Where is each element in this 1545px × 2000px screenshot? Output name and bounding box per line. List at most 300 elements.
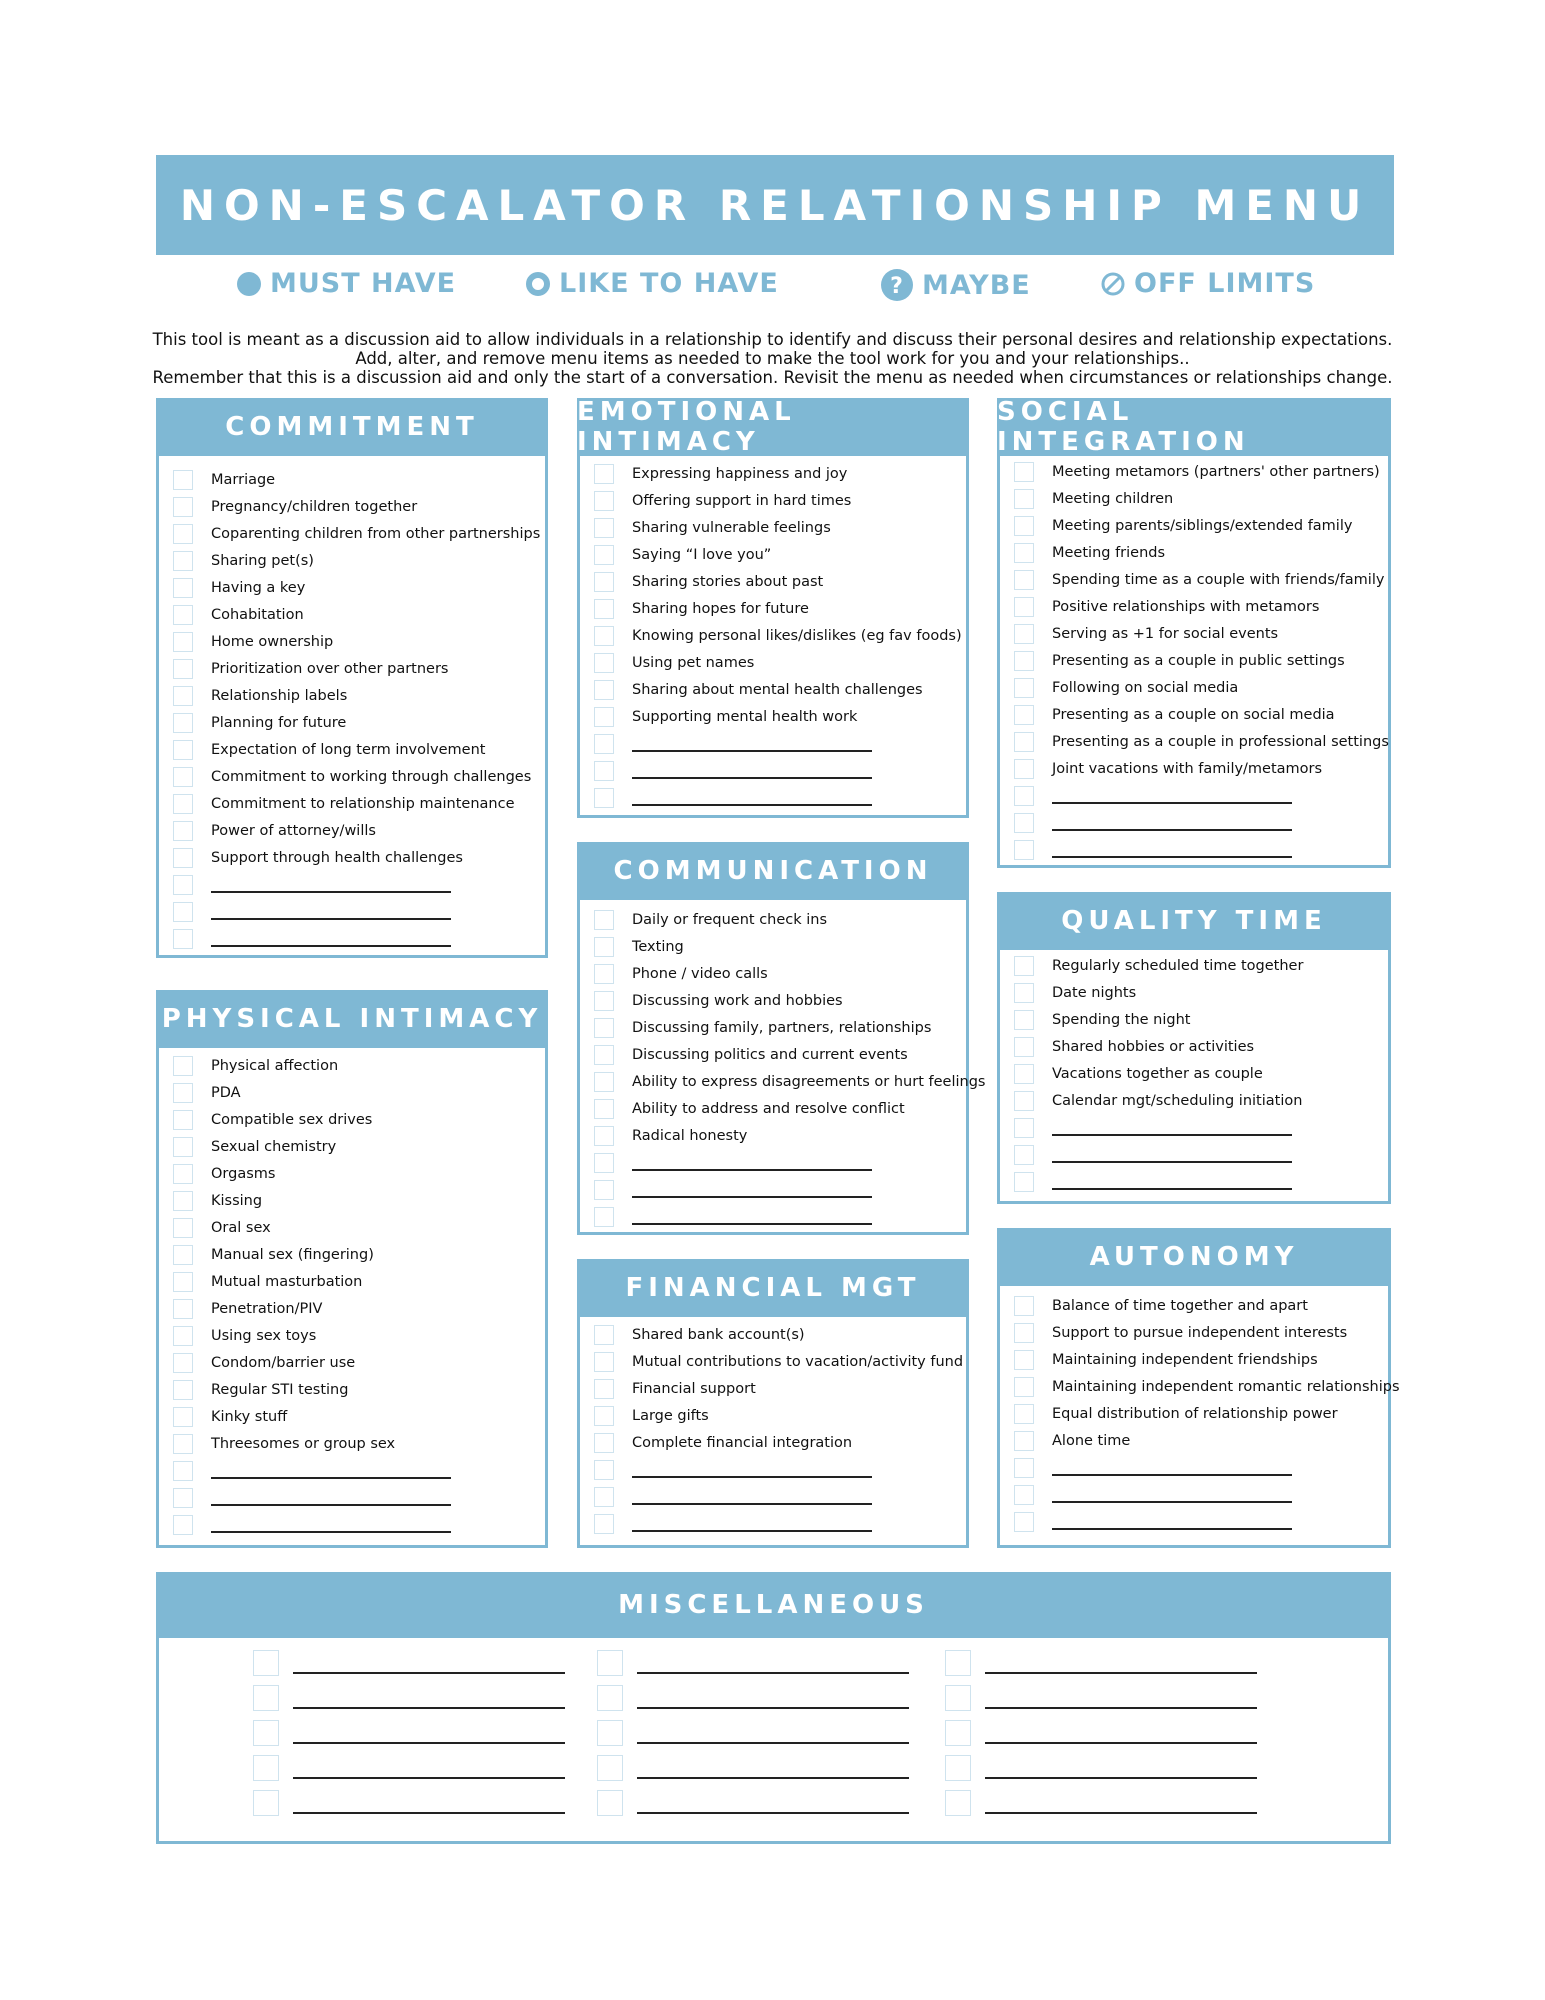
checklist-item	[594, 1095, 966, 1122]
checklist-item	[1014, 1373, 1400, 1400]
checkbox[interactable]	[1014, 678, 1034, 698]
checkbox[interactable]	[253, 1650, 279, 1676]
blank-item	[594, 1176, 966, 1203]
checkbox[interactable]	[1014, 840, 1034, 860]
write-in-line[interactable]	[985, 1757, 1257, 1779]
checkbox[interactable]	[173, 1218, 193, 1238]
item-label: Regularly scheduled time together	[1052, 957, 1304, 974]
intro-line: Add, alter, and remove menu items as needed to make the tool work for you and your relationships..	[355, 349, 1190, 368]
item-label: Kissing	[211, 1192, 263, 1209]
checkbox[interactable]	[173, 524, 193, 544]
item-label: Daily or frequent check ins	[632, 911, 828, 928]
checkbox[interactable]	[1014, 516, 1034, 536]
section-title: AUTONOMY	[997, 1228, 1391, 1286]
item-label: Maintaining independent romantic relationships	[1052, 1378, 1400, 1395]
prohibited-circle-icon	[1100, 271, 1126, 297]
checkbox[interactable]	[594, 1045, 614, 1065]
checkbox[interactable]	[594, 1207, 614, 1227]
checkbox[interactable]	[594, 707, 614, 727]
section-autonomy	[997, 1228, 1400, 1548]
checkbox[interactable]	[1014, 1010, 1034, 1030]
item-label: Expectation of long term involvement	[211, 741, 486, 758]
checkbox[interactable]	[1014, 1431, 1034, 1451]
checkbox[interactable]	[594, 1180, 614, 1200]
write-in-line[interactable]	[632, 1489, 872, 1505]
item-label: Vacations together as couple	[1052, 1065, 1263, 1082]
write-in-line[interactable]	[211, 904, 451, 920]
checklist-item	[594, 1321, 966, 1348]
write-in-line[interactable]	[985, 1792, 1257, 1814]
checkbox[interactable]	[173, 1191, 193, 1211]
checkbox[interactable]	[594, 572, 614, 592]
checkbox[interactable]	[173, 497, 193, 517]
write-in-line[interactable]	[211, 1517, 451, 1533]
blank-item	[1014, 782, 1388, 809]
blank-item	[597, 1750, 909, 1785]
blank-item	[1014, 836, 1388, 863]
checkbox[interactable]	[594, 761, 614, 781]
checkbox[interactable]	[173, 659, 193, 679]
checkbox[interactable]	[1014, 956, 1034, 976]
write-in-line[interactable]	[637, 1687, 909, 1709]
checklist-item	[594, 1429, 966, 1456]
checkbox[interactable]	[594, 1018, 614, 1038]
item-label: Threesomes or group sex	[211, 1435, 396, 1452]
write-in-line[interactable]	[293, 1792, 565, 1814]
checklist-item	[1014, 701, 1388, 728]
checkbox[interactable]	[597, 1720, 623, 1746]
checkbox[interactable]	[253, 1685, 279, 1711]
checkbox[interactable]	[594, 1487, 614, 1507]
checkbox[interactable]	[1014, 1091, 1034, 1111]
checkbox[interactable]	[1014, 813, 1034, 833]
checklist-item	[594, 933, 966, 960]
checkbox[interactable]	[253, 1720, 279, 1746]
checklist-item	[173, 601, 545, 628]
write-in-line[interactable]	[211, 1463, 451, 1479]
item-label: Pregnancy/children together	[211, 498, 418, 515]
checklist-item	[1014, 728, 1388, 755]
section-title: COMMUNICATION	[577, 842, 969, 900]
checkbox[interactable]	[594, 1406, 614, 1426]
item-label: Sharing stories about past	[632, 573, 824, 590]
checklist-item	[594, 960, 966, 987]
item-label: Ability to express disagreements or hurt feelings	[632, 1073, 986, 1090]
write-in-line[interactable]	[1052, 1514, 1292, 1530]
write-in-line[interactable]	[632, 1182, 872, 1198]
checkbox[interactable]	[173, 1515, 193, 1535]
checkbox[interactable]	[173, 1434, 193, 1454]
checklist-item	[1014, 1400, 1388, 1427]
item-label: Shared hobbies or activities	[1052, 1038, 1255, 1055]
checklist-item	[173, 628, 545, 655]
checkbox[interactable]	[173, 632, 193, 652]
checkbox[interactable]	[1014, 1118, 1034, 1138]
checklist-item	[173, 1241, 545, 1268]
write-in-line[interactable]	[985, 1652, 1257, 1674]
item-label: Kinky stuff	[211, 1408, 288, 1425]
checklist-item	[594, 595, 966, 622]
checkbox[interactable]	[173, 1326, 193, 1346]
checkbox[interactable]	[1014, 983, 1034, 1003]
checkbox[interactable]	[945, 1790, 971, 1816]
checklist-item	[594, 541, 966, 568]
write-in-line[interactable]	[632, 736, 872, 752]
intro-line: This tool is meant as a discussion aid to allow individuals in a relationship to identify and discuss their personal desires and relationship expectations.	[152, 330, 1393, 349]
blank-item	[594, 730, 966, 757]
legend-label: LIKE TO HAVE	[559, 268, 779, 299]
checkbox[interactable]	[1014, 1350, 1034, 1370]
checkbox[interactable]	[1014, 1064, 1034, 1084]
item-label: Orgasms	[211, 1165, 276, 1182]
checklist-item	[1014, 593, 1388, 620]
item-label: Following on social media	[1052, 679, 1239, 696]
checkbox[interactable]	[597, 1650, 623, 1676]
checkbox[interactable]	[1014, 1404, 1034, 1424]
checklist-item	[594, 487, 966, 514]
item-label: Sharing vulnerable feelings	[632, 519, 831, 536]
item-label: Joint vacations with family/metamors	[1052, 760, 1323, 777]
item-label: Shared bank account(s)	[632, 1326, 805, 1343]
write-in-line[interactable]	[1052, 815, 1292, 831]
checkbox[interactable]	[173, 929, 193, 949]
checkbox[interactable]	[173, 848, 193, 868]
checkbox[interactable]	[173, 821, 193, 841]
write-in-line[interactable]	[637, 1652, 909, 1674]
write-in-line[interactable]	[632, 763, 872, 779]
blank-item	[1014, 1168, 1388, 1195]
item-label: Date nights	[1052, 984, 1137, 1001]
checklist-item	[1014, 1006, 1388, 1033]
write-in-line[interactable]	[211, 877, 451, 893]
checkbox[interactable]	[173, 1488, 193, 1508]
checkbox[interactable]	[173, 875, 193, 895]
write-in-line[interactable]	[985, 1687, 1257, 1709]
write-in-line[interactable]	[632, 1462, 872, 1478]
section-physical-intimacy	[156, 990, 548, 1548]
legend-label: OFF LIMITS	[1134, 268, 1316, 299]
checkbox[interactable]	[594, 910, 614, 930]
write-in-line[interactable]	[632, 1155, 872, 1171]
checklist-item	[173, 1106, 545, 1133]
blank-item	[597, 1715, 909, 1750]
checkbox[interactable]	[945, 1720, 971, 1746]
checkbox[interactable]	[173, 686, 193, 706]
checklist-item	[173, 574, 545, 601]
checklist-item	[1014, 755, 1388, 782]
item-label: Supporting mental health work	[632, 708, 858, 725]
checkbox[interactable]	[173, 1380, 193, 1400]
checkbox[interactable]	[594, 1153, 614, 1173]
checklist-item	[1014, 952, 1388, 979]
write-in-line[interactable]	[211, 931, 451, 947]
checkbox[interactable]	[594, 464, 614, 484]
checkbox[interactable]	[1014, 759, 1034, 779]
checkbox[interactable]	[594, 964, 614, 984]
blank-item	[173, 871, 545, 898]
checkbox[interactable]	[594, 1379, 614, 1399]
checkbox[interactable]	[173, 767, 193, 787]
item-label: Compatible sex drives	[211, 1111, 373, 1128]
checkbox[interactable]	[1014, 1172, 1034, 1192]
checkbox[interactable]	[173, 1461, 193, 1481]
write-in-line[interactable]	[293, 1722, 565, 1744]
write-in-line[interactable]	[1052, 788, 1292, 804]
checkbox[interactable]	[594, 653, 614, 673]
checkbox[interactable]	[253, 1755, 279, 1781]
legend-must-have	[236, 268, 456, 299]
blank-item	[173, 925, 545, 952]
section-emotional-intimacy	[577, 398, 969, 818]
checklist-item	[173, 547, 545, 574]
checklist-item	[1014, 1292, 1388, 1319]
item-label: Mutual masturbation	[211, 1273, 363, 1290]
section-title: EMOTIONAL INTIMACY	[577, 398, 969, 456]
write-in-line[interactable]	[1052, 1487, 1292, 1503]
checkbox[interactable]	[173, 1272, 193, 1292]
item-list	[580, 456, 966, 811]
checklist-item	[173, 790, 545, 817]
checkbox[interactable]	[173, 578, 193, 598]
checkbox[interactable]	[173, 605, 193, 625]
checkbox[interactable]	[173, 1245, 193, 1265]
item-label: Serving as +1 for social events	[1052, 625, 1279, 642]
checkbox[interactable]	[594, 1099, 614, 1119]
checkbox[interactable]	[594, 1352, 614, 1372]
checklist-item	[173, 466, 545, 493]
checkbox[interactable]	[1014, 705, 1034, 725]
checkbox[interactable]	[597, 1790, 623, 1816]
item-label: Presenting as a couple in public settings	[1052, 652, 1345, 669]
checkbox[interactable]	[1014, 1037, 1034, 1057]
write-in-line[interactable]	[293, 1687, 565, 1709]
item-label: Alone time	[1052, 1432, 1131, 1449]
checkbox[interactable]	[594, 734, 614, 754]
blank-item	[945, 1680, 1257, 1715]
checkbox[interactable]	[594, 991, 614, 1011]
checkbox[interactable]	[1014, 1458, 1034, 1478]
checkbox[interactable]	[594, 1433, 614, 1453]
checkbox[interactable]	[594, 1325, 614, 1345]
checklist-item	[594, 703, 966, 730]
write-in-line[interactable]	[1052, 1120, 1292, 1136]
checkbox[interactable]	[1014, 489, 1034, 509]
checkbox[interactable]	[173, 1353, 193, 1373]
checkbox[interactable]	[594, 788, 614, 808]
write-in-line[interactable]	[632, 1516, 872, 1532]
checkbox[interactable]	[173, 1164, 193, 1184]
checkbox[interactable]	[173, 1137, 193, 1157]
checkbox[interactable]	[1014, 1512, 1034, 1532]
checkbox[interactable]	[173, 470, 193, 490]
checkbox[interactable]	[594, 545, 614, 565]
checkbox[interactable]	[173, 1299, 193, 1319]
checkbox[interactable]	[1014, 624, 1034, 644]
checkbox[interactable]	[1014, 786, 1034, 806]
checkbox[interactable]	[253, 1790, 279, 1816]
checkbox[interactable]	[594, 1514, 614, 1534]
section-title: MISCELLANEOUS	[156, 1572, 1391, 1638]
checkbox[interactable]	[945, 1685, 971, 1711]
checkbox[interactable]	[1014, 651, 1034, 671]
checkbox[interactable]	[597, 1685, 623, 1711]
write-in-line[interactable]	[637, 1792, 909, 1814]
blank-item	[253, 1715, 565, 1750]
item-label: Presenting as a couple in professional settings	[1052, 733, 1389, 750]
checklist-item	[594, 622, 966, 649]
checkbox[interactable]	[594, 626, 614, 646]
checkbox[interactable]	[597, 1755, 623, 1781]
blank-item	[594, 1483, 966, 1510]
checklist-item	[594, 906, 966, 933]
item-list	[580, 900, 986, 1230]
ring-circle-icon	[525, 271, 551, 297]
write-in-line[interactable]	[211, 1490, 451, 1506]
blank-item	[945, 1750, 1257, 1785]
write-in-line[interactable]	[1052, 1147, 1292, 1163]
item-label: Spending the night	[1052, 1011, 1191, 1028]
checkbox[interactable]	[173, 1110, 193, 1130]
checklist-item	[173, 736, 545, 763]
write-in-line[interactable]	[1052, 1460, 1292, 1476]
checkbox[interactable]	[1014, 1377, 1034, 1397]
write-in-line[interactable]	[632, 790, 872, 806]
checkbox[interactable]	[173, 902, 193, 922]
blank-item	[1014, 1454, 1388, 1481]
checklist-item	[594, 514, 966, 541]
checkbox[interactable]	[173, 1083, 193, 1103]
checklist-item	[173, 655, 545, 682]
checkbox[interactable]	[173, 740, 193, 760]
checkbox[interactable]	[1014, 1485, 1034, 1505]
item-label: Ability to address and resolve conflict	[632, 1100, 905, 1117]
item-label: Penetration/PIV	[211, 1300, 323, 1317]
item-label: Condom/barrier use	[211, 1354, 356, 1371]
checklist-item	[173, 493, 545, 520]
write-in-line[interactable]	[632, 1209, 872, 1225]
checkbox[interactable]	[173, 794, 193, 814]
write-in-line[interactable]	[985, 1722, 1257, 1744]
checkbox[interactable]	[1014, 1145, 1034, 1165]
checklist-item	[173, 1052, 545, 1079]
item-label: Power of attorney/wills	[211, 822, 376, 839]
checklist-item	[173, 817, 545, 844]
checkbox[interactable]	[594, 680, 614, 700]
item-label: Support through health challenges	[211, 849, 463, 866]
item-label: Balance of time together and apart	[1052, 1297, 1308, 1314]
item-label: Maintaining independent friendships	[1052, 1351, 1318, 1368]
item-label: Radical honesty	[632, 1127, 748, 1144]
checklist-item	[173, 682, 545, 709]
write-in-line[interactable]	[1052, 842, 1292, 858]
item-label: Coparenting children from other partnerships	[211, 525, 541, 542]
checkbox[interactable]	[173, 551, 193, 571]
write-in-line[interactable]	[293, 1652, 565, 1674]
checklist-item	[594, 1122, 966, 1149]
checkbox[interactable]	[1014, 732, 1034, 752]
write-in-line[interactable]	[1052, 1174, 1292, 1190]
item-label: Sexual chemistry	[211, 1138, 337, 1155]
page-title: NON-ESCALATOR RELATIONSHIP MENU	[179, 180, 1371, 230]
checklist-item	[1014, 1319, 1388, 1346]
checkbox[interactable]	[594, 1126, 614, 1146]
legend	[0, 268, 1545, 312]
item-label: Prioritization over other partners	[211, 660, 449, 677]
checkbox[interactable]	[1014, 570, 1034, 590]
checklist-item	[173, 763, 545, 790]
item-label: Sharing hopes for future	[632, 600, 809, 617]
item-label: Physical affection	[211, 1057, 339, 1074]
checklist-item	[173, 1214, 545, 1241]
item-label: Discussing family, partners, relationships	[632, 1019, 932, 1036]
checklist-item	[1014, 485, 1388, 512]
checkbox[interactable]	[1014, 462, 1034, 482]
checkbox[interactable]	[594, 599, 614, 619]
checklist-item	[173, 1430, 545, 1457]
checkbox[interactable]	[173, 1407, 193, 1427]
checklist-item	[1014, 458, 1388, 485]
item-label: Discussing politics and current events	[632, 1046, 908, 1063]
section-communication	[577, 842, 986, 1235]
checklist-item	[594, 460, 966, 487]
misc-column	[253, 1645, 565, 1820]
checklist-item	[594, 568, 966, 595]
item-label: Meeting friends	[1052, 544, 1166, 561]
checklist-item	[1014, 674, 1388, 701]
checkbox[interactable]	[1014, 597, 1034, 617]
item-label: Equal distribution of relationship power	[1052, 1405, 1338, 1422]
checkbox[interactable]	[1014, 1323, 1034, 1343]
checklist-item	[1014, 1060, 1388, 1087]
item-label: Calendar mgt/scheduling initiation	[1052, 1092, 1303, 1109]
checklist-item	[594, 649, 966, 676]
checklist-item	[173, 1268, 545, 1295]
checklist-item	[594, 987, 966, 1014]
item-label: Phone / video calls	[632, 965, 768, 982]
item-label: Marriage	[211, 471, 276, 488]
misc-column	[945, 1645, 1257, 1820]
intro-line: Remember that this is a discussion aid and only the start of a conversation. Revisit the menu as needed when circumstances or relationships change.	[152, 368, 1393, 387]
section-commitment	[156, 398, 548, 958]
checkbox[interactable]	[594, 491, 614, 511]
checkbox[interactable]	[1014, 1296, 1034, 1316]
section-title: COMMITMENT	[156, 398, 548, 456]
blank-item	[945, 1715, 1257, 1750]
checkbox[interactable]	[594, 518, 614, 538]
write-in-line[interactable]	[293, 1757, 565, 1779]
checkbox[interactable]	[945, 1755, 971, 1781]
write-in-line[interactable]	[637, 1757, 909, 1779]
checkbox[interactable]	[594, 937, 614, 957]
legend-like-to-have	[525, 268, 779, 299]
checkbox[interactable]	[173, 713, 193, 733]
title-banner	[156, 155, 1394, 255]
checkbox[interactable]	[1014, 543, 1034, 563]
checkbox[interactable]	[945, 1650, 971, 1676]
checkbox[interactable]	[594, 1460, 614, 1480]
item-label: Oral sex	[211, 1219, 271, 1236]
item-label: Knowing personal likes/dislikes (eg fav foods)	[632, 627, 962, 644]
item-label: Expressing happiness and joy	[632, 465, 848, 482]
checkbox[interactable]	[594, 1072, 614, 1092]
blank-item	[1014, 1141, 1388, 1168]
checklist-item	[173, 1295, 545, 1322]
checkbox[interactable]	[173, 1056, 193, 1076]
checklist-item	[1014, 539, 1388, 566]
write-in-line[interactable]	[637, 1722, 909, 1744]
checklist-item	[594, 1014, 966, 1041]
item-label: Financial support	[632, 1380, 756, 1397]
